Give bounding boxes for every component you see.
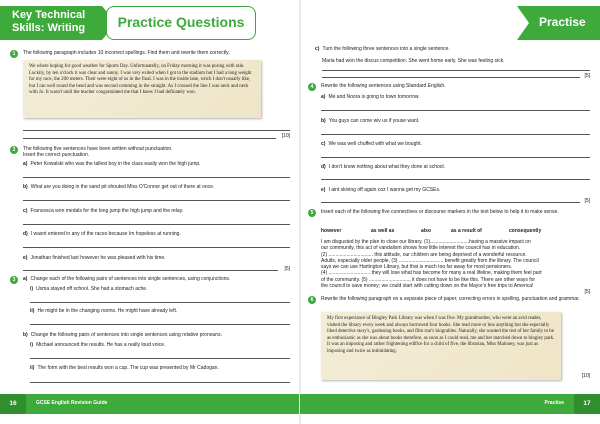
answer-line[interactable] [23,270,278,271]
answer-line[interactable] [30,382,290,383]
option-letter: b) [321,118,326,124]
section-banner-line2: Skills: Writing [12,21,86,34]
option-letter: c) [23,208,28,214]
gap-fill-line: our community, this act of vandalism shows how little interest the council has in education. [321,245,521,252]
practice-questions-tab: Practice Questions [106,6,256,40]
option-letter: i) [30,286,34,292]
answer-line[interactable] [321,157,590,158]
question-number: 2 [10,146,18,154]
option-letter: e) [321,187,326,193]
connective: also [421,228,432,234]
option-text: I aint skiving off again coz I wanna get my GCSEs. [328,187,441,193]
option-row [23,208,290,214]
option-letter: i) [30,342,34,348]
option-letter: b) [23,184,28,190]
option-letter: a) [23,161,28,167]
question-text-line1: The following five sentences have been written without punctuation. [23,146,173,152]
answer-line[interactable] [23,138,276,139]
question-text-line2: Insert the correct punctuation. [23,152,90,159]
question-text: Rewrite the following sentences using Standard English. [321,83,446,89]
practise-banner: Practise [517,6,600,40]
gap-fill-line: I am disgusted by the plan to close our library. (1)............................having a massive impact on [321,239,531,245]
answer-line[interactable] [321,179,590,180]
proofreading-passage: My first experiance of Bingley Park Library was when I was five. My grandmother, who were an avid reader, visited the library every week and always borrowed four books. She read more or less anything but she especially liked detective story's, gardening books, and film star's biogrables. Naturally, she wanted the rest of her family to be as enthusiastic as she was about books therefore, as soon as I could read, me and her marched down to bingley park. It was an imposing and rather frightening edifice for a child of five, the librarian, Miss Maloney, was just as imposing and twice as intimidating. [321,312,561,380]
footer-right [300,394,600,414]
option-letter: c) [321,141,326,147]
gap-fill-line: Adults, especially older people, (3) ................................ benefit greatly from the library. The council [321,257,539,264]
answer-line[interactable] [23,224,290,225]
option-row [321,141,590,147]
footer-label: GCSE English Revision Guide [36,400,108,406]
answer-line[interactable] [322,77,580,78]
option-text: Turn the following three sentences into a single sentence. [322,46,450,52]
option-text: Me and Noora is going to town tomorrow. [328,94,420,100]
option-row [23,231,290,237]
marks: [5] [584,289,590,295]
option-row [321,187,590,193]
option-letter: d) [321,164,326,170]
option-row [321,94,590,100]
connective: however [321,228,342,234]
option-text: What are you doing in the sand pit shouted Miss O'Connor get out of there at once. [30,184,215,190]
option-letter: ii) [30,308,35,314]
option-letter: ii) [30,365,35,371]
option-text: Jonathan finished last however he was pleased with his time. [30,255,166,261]
question-text: Insert each of the following five connectives or discourse markers in the text below to help it to make sense. [321,209,559,215]
option-row [30,308,290,314]
option-letter: b) [23,332,28,338]
option-letter: c) [315,46,320,52]
option-row [321,164,590,170]
marks: [5] [284,266,290,272]
marks: [10] [281,133,290,139]
option-row [23,161,290,167]
right-page [300,0,600,424]
answer-line[interactable] [322,70,590,71]
gap-fill-line: (4) .............................. they will lose what has become for many a real lifeline, making them feel part [321,270,542,277]
marks: [10] [581,373,590,379]
marks: [5] [584,198,590,204]
gap-fill-line: of the community. (5) ............................., it does not have to be like this. There are other ways for [321,276,536,283]
option-text: The form with the best results won a cup. The cup was presented by Mr Cadogan. [37,365,219,371]
connective: consequently [509,228,542,234]
option-text: He might be in the changing rooms. He might have already left. [37,308,178,314]
option-row [23,255,290,261]
option-row [30,342,290,348]
option-text: Michael announced the results. He has a really loud voice. [36,342,166,348]
question-text [23,276,290,282]
option-row [23,332,290,338]
option-letter: a) [321,94,326,100]
option-text: Peter Kowalski who was the tallest boy in the class easily won the high jump. [30,161,201,167]
option-row [30,365,290,371]
answer-line[interactable] [23,247,290,248]
answer-line[interactable] [321,134,590,135]
answer-line[interactable] [30,302,290,303]
option-row [315,46,590,52]
option-letter: d) [23,231,28,237]
question-text: Rewrite the following paragraph on a separate piece of paper, correcting errors in spelling, punctuation and grammar. [321,296,580,302]
gap-fill-text [321,239,590,289]
answer-line[interactable] [30,324,290,325]
answer-line[interactable] [23,200,290,201]
gap-fill-line: the council to save money; we could start with cutting down on the Mayor's free trips to America! [321,282,534,289]
option-letter: a) [23,276,28,282]
answer-line[interactable] [23,177,290,178]
footer-label: Practise [544,400,564,406]
question-number: 5 [308,209,316,217]
question-number: 4 [308,83,316,91]
option-text: We was well chuffed with what we bought. [328,141,422,147]
page-number: 17 [574,394,600,414]
question-number: 3 [10,276,18,284]
question-number: 6 [308,296,316,304]
connective: as a result of [451,228,482,234]
question-text [23,146,290,159]
page-number: 16 [0,394,26,414]
option-row [30,286,290,292]
connective: as well as [371,228,395,234]
option-text: Change the following pairs of sentences into single sentences using relative pronouns. [30,332,222,338]
option-text: Usma stayed off school. She had a stomach ache. [36,286,148,292]
option-text: Francesca won medals for the long jump the high jump and the relay. [30,208,184,214]
answer-line[interactable] [321,202,580,203]
option-letter: e) [23,255,28,261]
answer-line[interactable] [30,358,290,359]
option-text: Change each of the following pairs of sentences into single sentences, using conjunctions. [30,276,231,282]
marks: [5] [584,73,590,79]
question-text: The following paragraph includes 10 incorrect spellings. Find them and rewrite them correctly. [23,50,230,56]
answer-line[interactable] [321,110,590,111]
question-number: 1 [10,50,18,58]
spelling-passage: We where hoping for good weather for Sports Day. Unfortunatelly, on Friday morning it was poring with rain. Luckily, by ten o'clock it was clear and sunny. I was very exited when I got to the stadium but I had a long weight for my race, the 200 meters. Their were eight of us in the final. I was in the inside lane, witch I don't usually like, but I ran well round the bend and was second comming in the straight. As I crossed the line I was neck and neck with Jo. It wasn't until the teacher congratulated me that I knew I had definately won. [23,60,261,118]
option-text: I don't know nothing about what they done at school. [328,164,446,170]
option-text: You guys can come wiv us if youse want. [328,118,420,124]
option-row [23,184,290,190]
gap-fill-line: says we can use Hartington Library, but that is much too far away for most pensioners. [321,264,513,270]
section-banner [0,6,102,40]
answer-line[interactable] [23,130,290,131]
section-banner-line1: Key Technical [12,9,86,21]
option-text: I wasnt entered in any of the races because Im hopeless at running. [30,231,181,237]
footer-left [0,394,300,414]
sentence: Maria had won the discus competition. She went home early. She was feeling sick. [322,58,505,64]
option-row [321,118,590,124]
gap-fill-line: (2) ................................ this attitude, our children are being deprived of a wonderful resource. [321,251,527,258]
